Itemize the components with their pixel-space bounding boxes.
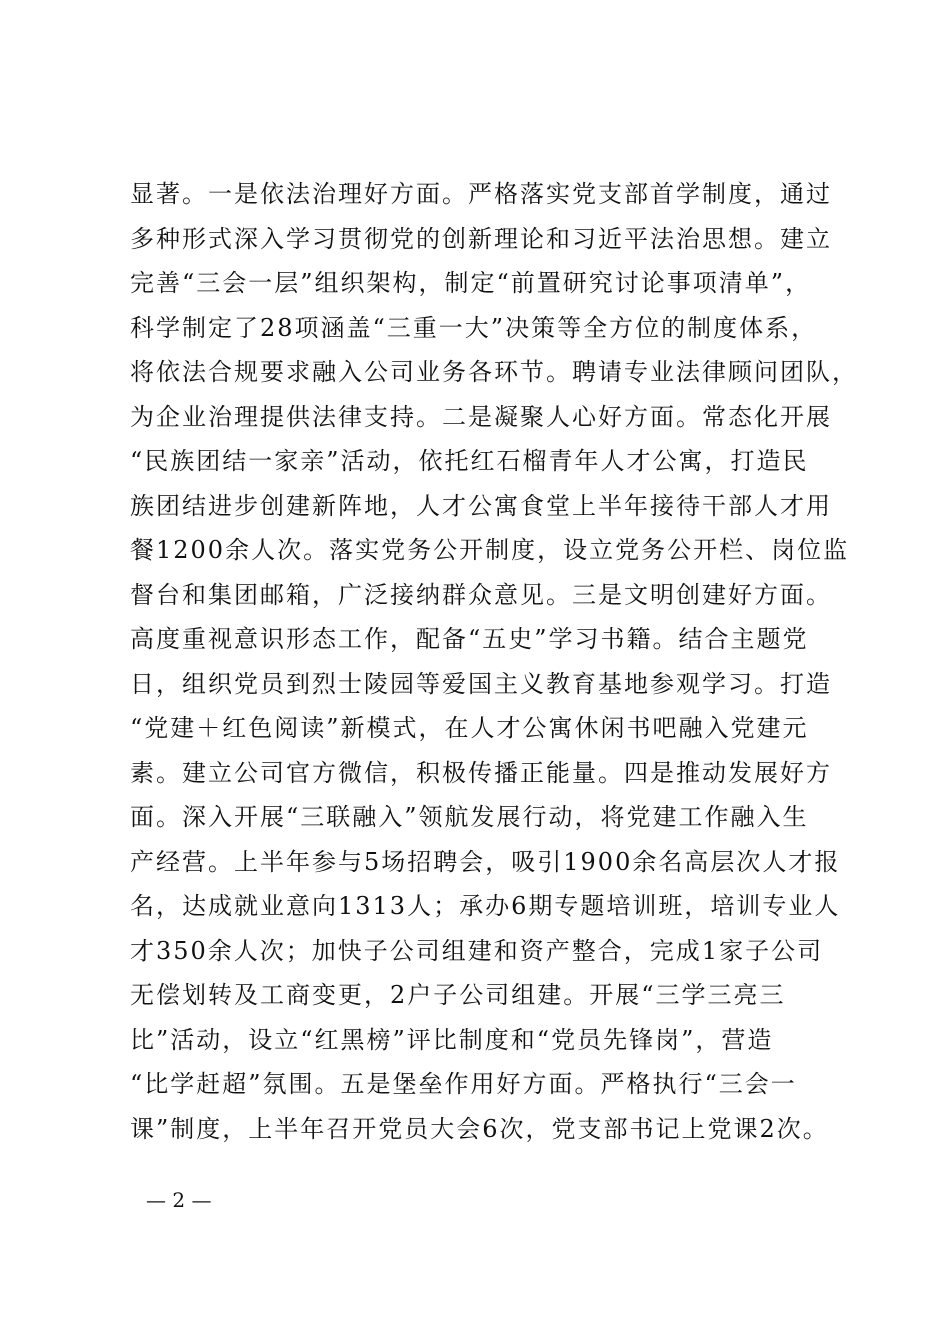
text-line: 面。深入开展“三联融入”领航发展行动，将党建工作融入生 [130, 803, 809, 831]
text-line: “民族团结一家亲”活动，依托红石榴青年人才公寓，打造民 [130, 447, 809, 475]
text-line: 无偿划转及工商变更，2户子公司组建。开展“三学三亮三 [130, 981, 786, 1009]
page-number: — 2 — [146, 1188, 212, 1212]
text-line: 完善“三会一层”组织架构，制定“前置研究讨论事项清单”， [130, 269, 812, 297]
text-line: 督台和集团邮箱，广泛接纳群众意见。三是文明创建好方面。 [130, 580, 832, 609]
text-line: “党建＋红色阅读”新模式，在人才公寓休闲书吧融入党建元 [130, 714, 809, 742]
text-line: 族团结进步创建新阵地，人才公寓食堂上半年接待干部人才用 [130, 491, 832, 520]
text-line: 多种形式深入学习贯彻党的创新理论和习近平法治思想。建立 [130, 224, 832, 253]
text-line: “比学赶超”氛围。五是堡垒作用好方面。严格执行“三会一 [130, 1070, 797, 1098]
text-line: 为企业治理提供法律支持。二是凝聚人心好方面。常态化开展 [130, 402, 832, 431]
text-line: 比”活动，设立“红黑榜”评比制度和“党员先锋岗”，营造 [130, 1025, 774, 1054]
text-line: 日，组织党员到烈士陵园等爱国主义教育基地参观学习。打造 [130, 669, 832, 698]
text-line: 科学制定了28项涵盖“三重一大”决策等全方位的制度体系， [130, 313, 818, 342]
body-text [130, 172, 858, 1151]
text-line: 素。建立公司官方微信，积极传播正能量。四是推动发展好方 [130, 758, 832, 787]
text-line: 名，达成就业意向1313人；承办6期专题培训班，培训专业人 [130, 892, 841, 920]
text-line: 高度重视意识形态工作，配备“五史”学习书籍。结合主题党 [130, 625, 809, 653]
text-line: 才350余人次；加快子公司组建和资产整合，完成1家子公司 [130, 936, 824, 965]
text-line: 课”制度，上半年召开党员大会6次，党支部书记上党课2次。 [130, 1114, 829, 1143]
text-line: 将依法合规要求融入公司业务各环节。聘请专业法律顾问团队， [130, 358, 858, 386]
text-line: 显著。一是依法治理好方面。严格落实党支部首学制度，通过 [130, 180, 832, 208]
text-line: 产经营。上半年参与5场招聘会，吸引1900余名高层次人才报 [130, 847, 841, 876]
text-line: 餐1200余人次。落实党务公开制度，设立党务公开栏、岗位监 [130, 536, 850, 564]
